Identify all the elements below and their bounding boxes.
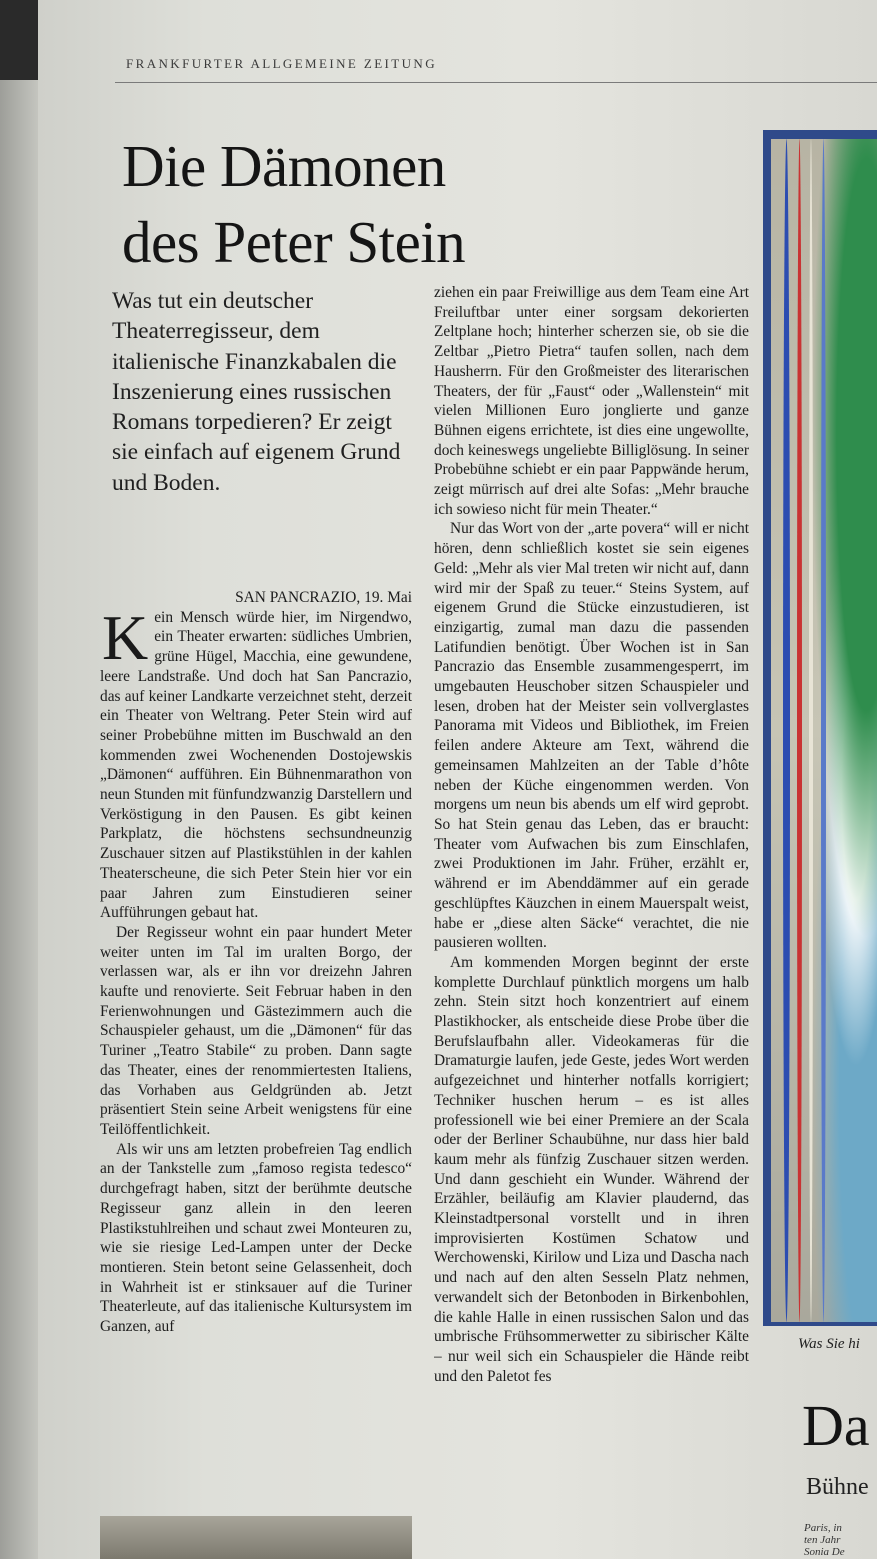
side-article-headline: Da [802, 1393, 870, 1458]
masthead: FRANKFURTER ALLGEMEINE ZEITUNG [126, 56, 437, 71]
paragraph: Als wir uns am letzten probefreien Tag endlich an der Tankstelle zum „famoso regista tedesco“ durchgefragt haben, sitzt der berühmte deutsche Regisseur ganz allein in den leeren Plastikstuhlreihen und schaut zwei Monteuren zu, wie sie riesige Led-Lampen unter der Decke montieren. Stein betont seine Gelassenheit, doch in Wahrheit ist er stinksauer auf die Turiner Theaterleute, auf das italienische Kultursystem im Ganzen, auf [100, 1140, 412, 1336]
article-column-1 [100, 588, 412, 1488]
side-article-text [804, 1522, 877, 1558]
dateline: SAN PANCRAZIO, 19. Mai [235, 589, 412, 606]
paragraph: Am kommenden Morgen beginnt der erste komplette Durchlauf pünktlich morgens um halb zehn. Stein sitzt hoch konzentriert auf einem Plastikhocker, als entscheide diese Probe über die Berufslaufbahn aller. Videokameras für die Dramaturgie laufen, jede Geste, jedes Wort werden aufgezeichnet und hinterher notfalls korrigiert; Techniker huschen herum – es ist alles professionell wie bei einer Premiere an der Scala oder der Berliner Schaubühne, nur dass hier bald kaum mehr als fünfzig Zuschauer sitzen werden. Und dann geschieht ein Wunder. Während der Erzähler, beiläufig am Klavier plaudernd, das Kleinstadtpersonal vorstellt und in ihren improvisierten Kostümen Schatow und Werchowenski, Kirilow und Liza und Dascha nach und nach auf den alten Sesseln Platz nehmen, verwandelt sich der Betonboden in Birkenbohlen, die kahle Halle in einen russischen Salon und das umbrische Frühsommerwetter zu sibirischer Kälte – nur weil sich ein Schauspieler die Hände reibt und den Paletot fes [434, 953, 749, 1385]
masthead-rule [115, 82, 877, 83]
adjacent-page-edge [0, 80, 38, 1559]
painting-stroke [783, 139, 790, 1322]
painting-stroke [797, 139, 802, 1322]
painting-stroke [809, 139, 813, 1322]
side-text-line: Paris, in [804, 1522, 842, 1534]
paragraph: ziehen ein paar Freiwillige aus dem Team eine Art Freiluftbar unter einer sorgsam dekorierten Zeltplane hoch; hinterher scherzen sie, ob sie die Zeltbar „Pietro Pietra“ taufen sollen, nach dem Hausherrn. Für den Großmeister des literarischen Theaters, der für „Faust“ oder „Wallenstein“ mit vielen Millionen Euro jonglierte und ganze Bühnen eigens errichtete, ist dies eine ungewollte, doch keineswegs ungeliebte Billiglösung. In seiner Probebühne schiebt er ein paar Pappwände herum, zeigt mürrisch auf drei alte Sofas: „Mehr brauche ich sowieso nicht für mein Theater.“ [434, 284, 749, 518]
paragraph: Nur das Wort von der „arte povera“ will er nicht hören, denn schließlich kostet sie sein eigenes Geld: „Mehr als vier Mal treten wir nicht auf, dann wird mir der Spaß zu teuer.“ Steins System, auf eigenem Grund die Stücke einzustudieren, ist einzigartig, zumal man dazu die passenden Latifundien benötigt. Über Wochen ist in San Pancrazio das Ensemble zusammengesperrt, im umgebauten Heuschober sitzen Schauspieler und lesen, droben hat der Meister sein vollverglastes Panorama mit Videos und Bibliothek, im Freien feilen andere Akteure am Text, während die gemeinsamen Mahlzeiten an der Table d’hôte neben der Küche eingenommen werden. Von morgens um neun bis abends um elf wird geprobt. So hat Stein genau das Leben, das er braucht: Theater vom Aufwachen bis zum Einschlafen, zwei Produktionen im Jahr. Früher, erzählt er, während er im Abenddämmer auf ein gerade geschlüpftes Käuzchen in einem Mauerspalt weist, habe er „diese alten Säcke“ verachtet, die nie pausieren wollten. [434, 520, 749, 952]
paragraph [100, 601, 412, 923]
painting-caption: Was Sie hi [798, 1336, 860, 1352]
article-column-2 [434, 283, 749, 1559]
drop-cap: K [102, 601, 149, 673]
painting-stroke [821, 139, 826, 1322]
painting-image [771, 139, 877, 1322]
paragraph-text: ein Mensch würde hier, im Nirgendwo, ein Theater erwarten: südliches Umbrien, grüne Hügel, Macchia, eine gewundene, leere Landstraße. Und doch hat San Pancrazio, das auf keiner Landkarte verzeichnet steht, derzeit ein Theater von Weltrang. Peter Stein wird auf seiner Probebühne mitten im Buschwald an den kommenden zwei Wochenenden Dostojewskis „Dämonen“ aufführen. Ein Bühnenmarathon von neun Stunden mit fünfundzwanzig Darstellern und Verköstigung in den Pausen. Es gibt keinen Parkplatz, die höchstens sechsundneunzig Zuschauer sitzen auf Plastikstühlen in der kahlen Theaterscheune, die sich Peter Stein hier vor ein paar Jahren zum Einstudieren seiner Aufführungen gebaut hat. [100, 608, 412, 922]
side-text-line: Sonia De [804, 1546, 845, 1558]
article-photo [100, 1516, 412, 1559]
article-lede: Was tut ein deutscher Theaterregisseur, dem italienische Finanzkabalen die Inszenierung eines russischen Romans torpedieren? Er zeigt sie einfach auf eigenem Grund und Boden. [112, 288, 401, 496]
paragraph: Der Regisseur wohnt ein paar hundert Meter weiter unten im Tal im uralten Borgo, der verlassen war, als er ihn vor dreizehn Jahren kaufte und renovierte. Seit Februar haben in den Ferienwohnungen und Gästezimmern auch die Schauspieler gehaust, um die „Dämonen“ für das Turiner „Teatro Stabile“ zu proben. Dann sagte das Theater, eines der renommiertesten Italiens, das Vorhaben aus Geldgründen ab. Jetzt präsentiert Stein seine Arbeit wenigstens für eine Teilöffentlichkeit. [100, 923, 412, 1138]
headline-line-2: des Peter Stein [122, 209, 466, 275]
headline-line-1: Die Dämonen [122, 133, 446, 199]
side-text-line: ten Jahr [804, 1534, 841, 1546]
side-article-subhead: Bühne [806, 1474, 869, 1500]
article-headline [122, 128, 682, 280]
